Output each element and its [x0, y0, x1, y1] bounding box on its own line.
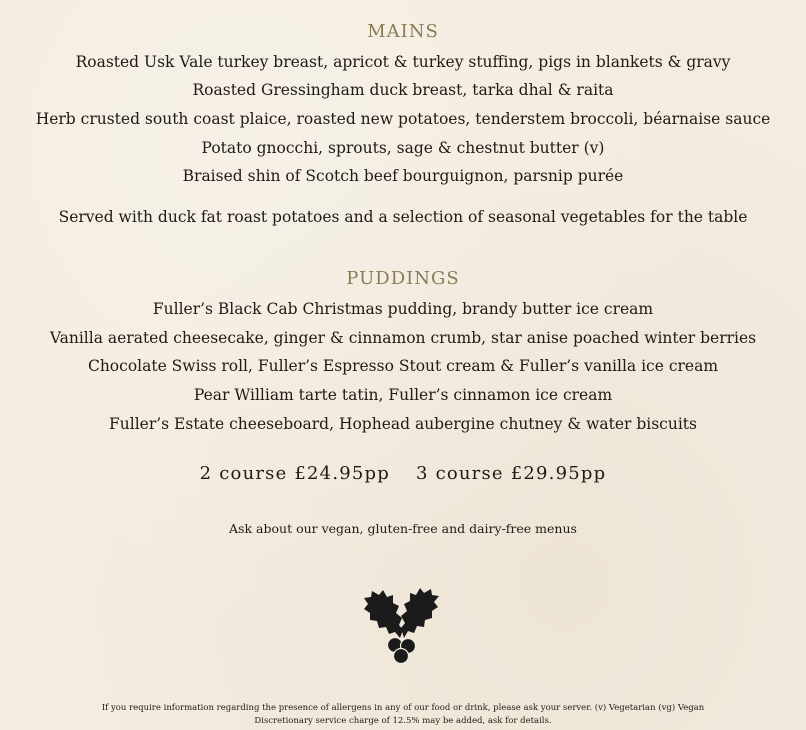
puddings-item-swiss-roll: Chocolate Swiss roll, Fuller’s Espresso Stout cream & Fuller’s vanilla ice cream	[87, 357, 719, 375]
holly-icon	[362, 588, 442, 664]
mains-item-duck: Roasted Gressingham duck breast, tarka dhal & raita	[192, 81, 614, 99]
course-pricing	[0, 463, 806, 484]
mains-item-gnocchi: Potato gnocchi, sprouts, sage & chestnut butter (v)	[201, 139, 605, 157]
mains-item-plaice: Herb crusted south coast plaice, roasted new potatoes, tenderstem broccoli, béarnaise sauce	[35, 110, 771, 128]
puddings-heading: PUDDINGS	[346, 268, 460, 289]
puddings-item-cheeseboard: Fuller’s Estate cheeseboard, Hophead aubergine chutney & water biscuits	[109, 415, 697, 433]
price-three-course: 3 course £29.95pp	[416, 463, 607, 484]
puddings-item-christmas-pudding: Fuller’s Black Cab Christmas pudding, brandy butter ice cream	[152, 300, 654, 318]
puddings-item-tarte-tatin: Pear William tarte tatin, Fuller’s cinnamon ice cream	[193, 386, 613, 404]
service-charge-note: Discretionary service charge of 12.5% may be added, ask for details.	[254, 716, 552, 726]
dietary-note: Ask about our vegan, gluten-free and dairy-free menus	[229, 521, 577, 536]
mains-heading: MAINS	[367, 21, 439, 42]
price-two-course: 2 course £24.95pp	[199, 463, 390, 484]
puddings-item-cheesecake: Vanilla aerated cheesecake, ginger & cinnamon crumb, star anise poached winter berries	[49, 329, 757, 347]
mains-served-with: Served with duck fat roast potatoes and a selection of seasonal vegetables for the table	[58, 208, 748, 226]
allergen-note: If you require information regarding the presence of allergens in any of our food or drink, please ask your server. (v) Vegetarian (vg) Vegan	[101, 703, 705, 713]
mains-item-turkey: Roasted Usk Vale turkey breast, apricot & turkey stuffing, pigs in blankets & gravy	[75, 53, 731, 71]
mains-item-beef: Braised shin of Scotch beef bourguignon, parsnip purée	[182, 167, 624, 185]
